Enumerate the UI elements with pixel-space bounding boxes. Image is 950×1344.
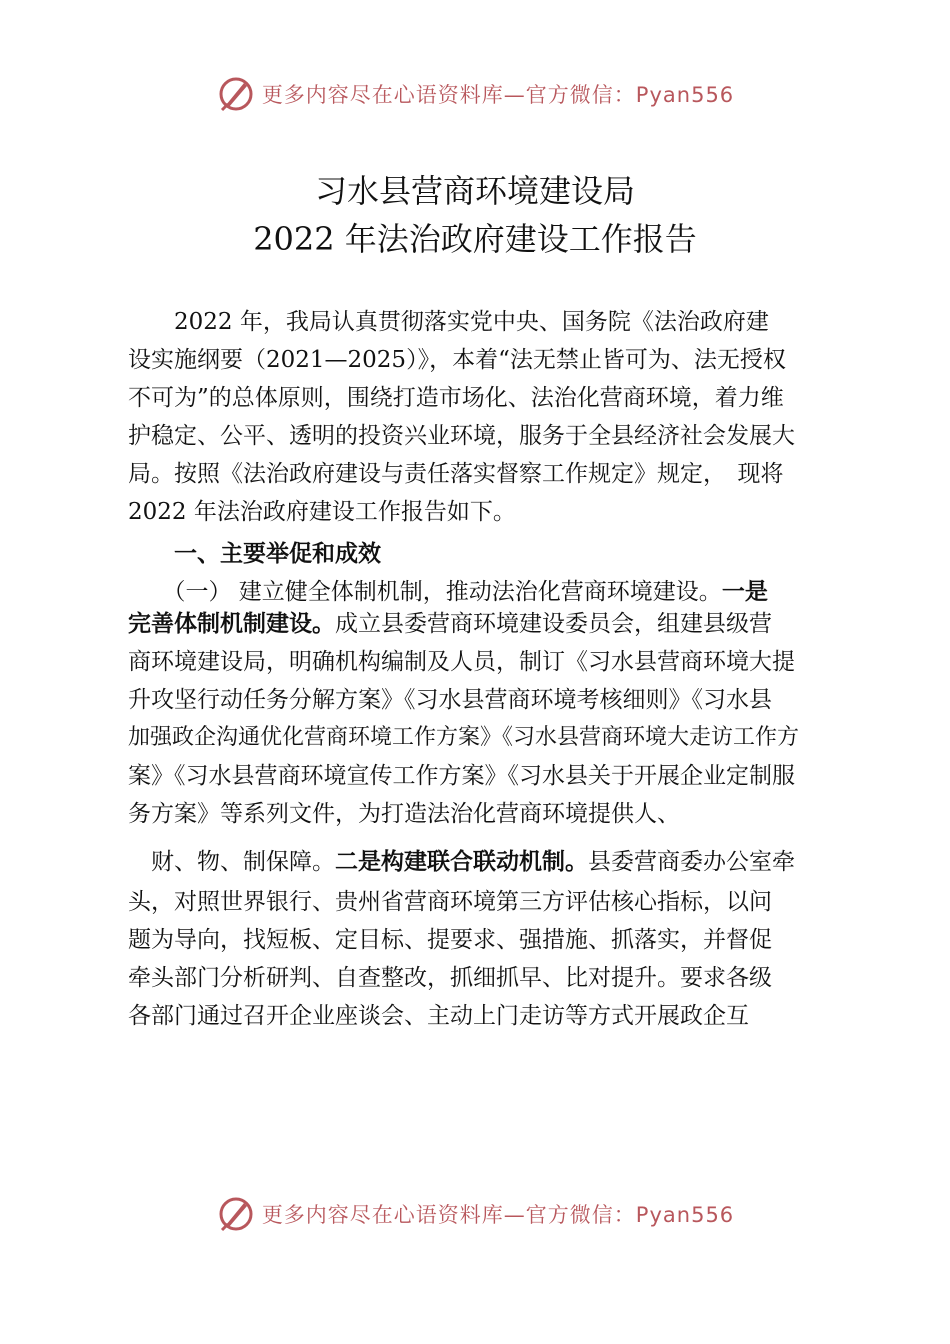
body-line: 头，对照世界银行、贵州省营商环境第三方评估核心指标，以问 <box>128 889 772 915</box>
subsection-line <box>128 576 848 608</box>
body-text: 财、物、制保障。 <box>128 849 335 875</box>
body-line: 各部门通过召开企业座谈会、主动上门走访等方式开展政企互 <box>128 1003 749 1029</box>
subsection-lead: （一） 建立健全体制机制，推动法治化营商环境建设。 <box>128 579 722 605</box>
bold-phrase: 二是构建联合联动机制。 <box>335 849 588 875</box>
body-line: 务方案》等系列文件，为打造法治化营商环境提供人、 <box>128 801 680 827</box>
bold-phrase: 一是 <box>721 579 768 605</box>
body-line <box>128 846 848 878</box>
watermark-text: 更多内容尽在心语资料库—官方微信：Pyan556 <box>261 1203 735 1227</box>
document-title-line2: 2022 年法治政府建设工作报告 <box>253 220 697 258</box>
document-title-line1: 习水县营商环境建设局 <box>314 172 635 210</box>
body-line: 题为导向，找短板、定目标、提要求、强措施、抓落实，并督促 <box>128 927 772 953</box>
watermark-text: 更多内容尽在心语资料库—官方微信：Pyan556 <box>261 83 735 107</box>
body-line: 不可为”的总体原则，围绕打造市场化、法治化营商环境，着力维 <box>128 385 784 411</box>
body-line: 案》《习水县营商环境宣传工作方案》《习水县关于开展企业定制服 <box>128 763 795 789</box>
section-heading: 一、主要举促和成效 <box>128 541 381 567</box>
body-text: 县委营商委办公室牵 <box>588 849 795 875</box>
watermark-banner-top <box>0 72 950 116</box>
body-line: 加强政企沟通优化营商环境工作方案》《习水县营商环境大走访工作方 <box>128 725 800 750</box>
body-line: 升攻坚行动任务分解方案》《习水县营商环境考核细则》《习水县 <box>128 687 772 713</box>
bold-phrase: 完善体制机制建设。 <box>128 611 335 637</box>
body-line: 商环境建设局，明确机构编制及人员，制订《习水县营商环境大提 <box>128 649 795 675</box>
body-line: 牵头部门分析研判、自查整改，抓细抓早、比对提升。要求各级 <box>128 965 772 991</box>
body-line: 2022 年，我局认真贯彻落实党中央、国务院《法治政府建 <box>128 309 769 335</box>
body-line: 护稳定、公平、透明的投资兴业环境，服务于全县经济社会发展大 <box>128 423 795 449</box>
body-line: 设实施纲要（2021—2025）》，本着“法无禁止皆可为、法无授权 <box>128 347 786 373</box>
body-line <box>128 608 848 640</box>
body-line: 2022 年法治政府建设工作报告如下。 <box>128 499 516 525</box>
watermark-banner-bottom <box>0 1192 950 1236</box>
pen-logo-icon <box>216 74 256 114</box>
body-line: 局。按照《法治政府建设与责任落实督察工作规定》规定， 现将 <box>128 461 784 487</box>
pen-logo-icon <box>216 1194 256 1234</box>
body-text: 成立县委营商环境建设委员会，组建县级营 <box>335 611 772 637</box>
